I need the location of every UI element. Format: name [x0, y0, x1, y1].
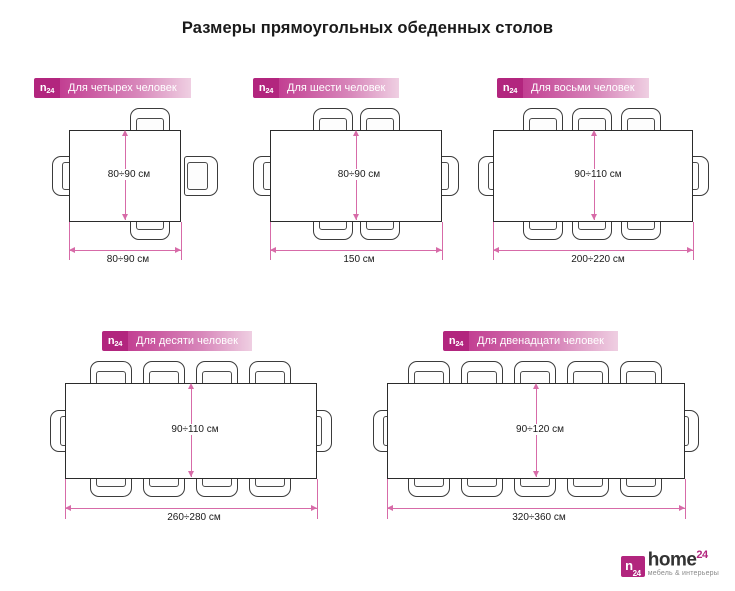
diagram-10-seats	[42, 361, 342, 531]
depth-label-1: 80÷90 см	[90, 169, 168, 180]
dim-arrow	[679, 505, 685, 511]
width-dim-line	[69, 250, 181, 251]
diagram-8-seats	[468, 108, 718, 273]
badge-group-4	[102, 331, 252, 351]
dim-arrow	[122, 214, 128, 220]
badge-label-2: Для шести человек	[279, 78, 399, 98]
width-label-5: 320÷360 см	[494, 512, 584, 523]
dim-arrow	[687, 247, 693, 253]
badge-group-3	[497, 78, 649, 98]
width-label-1: 80÷90 см	[89, 254, 167, 265]
badge-mark-1: n $_{24}$	[34, 78, 60, 98]
dim-arrow	[175, 247, 181, 253]
dim-arrow	[436, 247, 442, 253]
logo-word-text: home	[647, 549, 697, 570]
chair-right-1	[184, 156, 218, 196]
ext-line	[270, 222, 271, 260]
width-label-2: 150 см	[320, 254, 398, 265]
badge-mark-3: n $_{24}$	[497, 78, 523, 98]
dim-arrow	[188, 383, 194, 389]
dim-arrow	[591, 130, 597, 136]
chair-seat	[187, 162, 208, 190]
depth-label-5: 90÷120 см	[498, 424, 582, 435]
ext-line	[685, 479, 686, 519]
dim-arrow	[270, 247, 276, 253]
logo-wordmark	[648, 550, 719, 577]
diagram-4-seats	[34, 108, 224, 273]
diagram-6-seats	[240, 108, 460, 273]
logo-tagline: мебель & интерьеры	[647, 570, 719, 577]
dim-arrow	[65, 505, 71, 511]
depth-label-4: 90÷110 см	[153, 424, 237, 435]
dim-arrow	[353, 130, 359, 136]
ext-line	[181, 222, 182, 260]
ext-line	[693, 222, 694, 260]
badge-mark-2: n $_{24}$	[253, 78, 279, 98]
badge-label-3: Для восьми человек	[523, 78, 649, 98]
width-dim-line	[270, 250, 442, 251]
ext-line	[69, 222, 70, 260]
page-title: Размеры прямоугольных обеденных столов	[181, 19, 554, 37]
dim-arrow	[493, 247, 499, 253]
depth-label-3: 90÷110 см	[556, 169, 640, 180]
dim-arrow	[533, 471, 539, 477]
badge-group-5	[443, 331, 618, 351]
dim-arrow	[188, 471, 194, 477]
width-dim-line	[65, 508, 317, 509]
ext-line	[387, 479, 388, 519]
dim-arrow	[122, 130, 128, 136]
badge-label-1: Для четырех человек	[60, 78, 191, 98]
badge-group-2	[253, 78, 399, 98]
dim-arrow	[353, 214, 359, 220]
ext-line	[493, 222, 494, 260]
dim-arrow	[69, 247, 75, 253]
depth-label-2: 80÷90 см	[320, 169, 398, 180]
badge-mark-4: n $_{24}$	[102, 331, 128, 351]
width-dim-line	[493, 250, 693, 251]
dim-arrow	[387, 505, 393, 511]
brand-logo	[621, 550, 719, 577]
width-dim-line	[387, 508, 685, 509]
logo-word-sup: 24	[696, 548, 708, 561]
ext-line	[65, 479, 66, 519]
logo-word	[648, 550, 708, 569]
ext-line	[317, 479, 318, 519]
width-label-3: 200÷220 см	[553, 254, 643, 265]
badge-label-5: Для двенадцати человек	[469, 331, 618, 351]
badge-mark-5: n $_{24}$	[443, 331, 469, 351]
dim-arrow	[533, 383, 539, 389]
width-label-4: 260÷280 см	[149, 512, 239, 523]
ext-line	[442, 222, 443, 260]
dim-arrow	[311, 505, 317, 511]
diagram-12-seats	[373, 361, 703, 531]
badge-label-4: Для десяти человек	[128, 331, 252, 351]
dim-arrow	[591, 214, 597, 220]
logo-mark: $n_{24}$	[621, 556, 645, 577]
badge-group-1	[34, 78, 191, 98]
